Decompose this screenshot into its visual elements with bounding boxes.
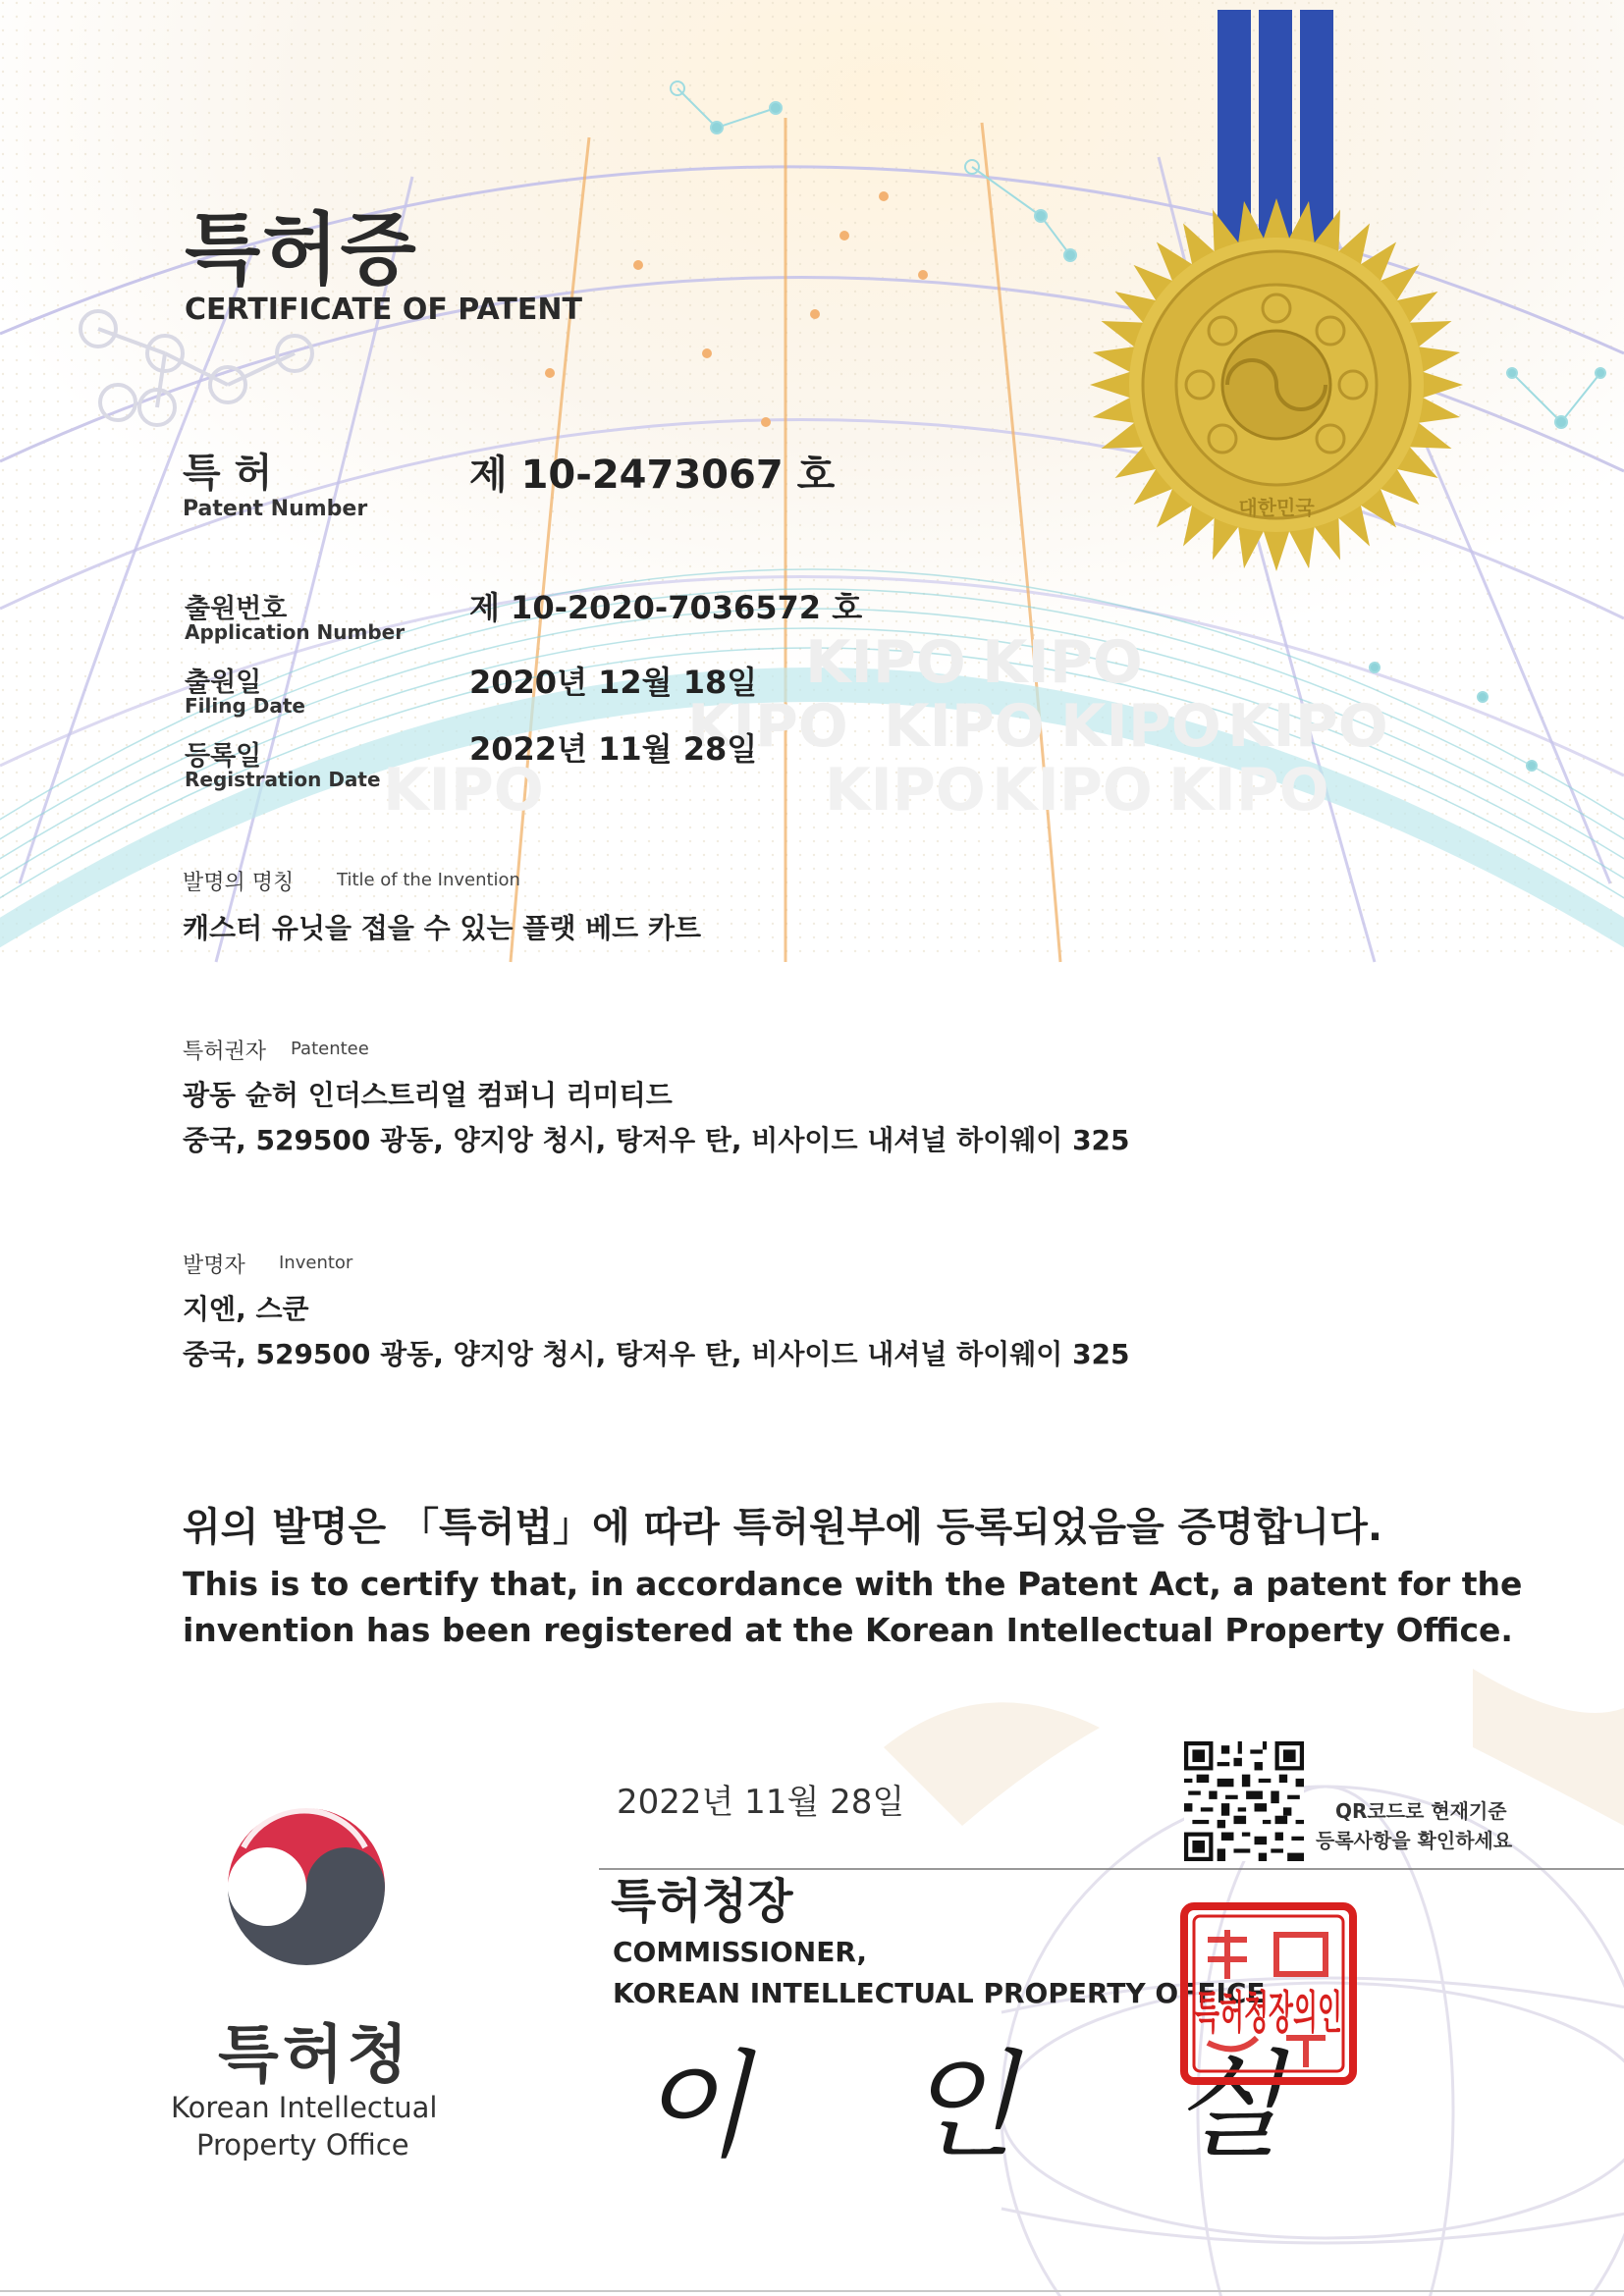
watermark-text: KIPO [1060, 692, 1221, 761]
patent-label-en: Patent Number [183, 497, 368, 521]
gold-medal-seal [1070, 0, 1502, 589]
patentee-label-en: Patentee [291, 1039, 369, 1059]
certification-kr: 위의 발명은 「특허법」에 따라 특허원부에 등록되었음을 증명합니다. [183, 1505, 1383, 1550]
seal-lettering: 특허청장의인 [1195, 1986, 1342, 2039]
registration-date-value: 2022년 11월 28일 [469, 730, 758, 768]
office-name-en-line1: Korean Intellectual [171, 2091, 438, 2124]
invention-label-en: Title of the Invention [337, 870, 520, 890]
registration-label-kr: 등록일 [185, 741, 262, 772]
watermark-text: KIPO [805, 628, 966, 697]
watermark-text: KIPO [1168, 756, 1329, 825]
office-name-en-line2: Property Office [196, 2128, 409, 2162]
qr-note-line2: 등록사항을 확인하세요 [1316, 1829, 1513, 1852]
filing-label-kr: 출원일 [185, 667, 262, 698]
filing-date-value: 2020년 12월 18일 [469, 664, 758, 701]
office-name-kr: 특허청 [218, 2019, 412, 2092]
watermark-text: KIPO [825, 756, 986, 825]
watermark-text: KIPO [687, 692, 848, 761]
certification-en-line2: invention has been registered at the Korean Intellectual Property Office. [183, 1611, 1513, 1649]
patentee-label-kr: 특허권자 [183, 1040, 267, 1064]
qr-note-line1: QR코드로 현재기준 [1335, 1799, 1507, 1823]
inventor-name: 지엔, 스쿤 [183, 1293, 309, 1325]
application-number-value: 제 10-2020-7036572 호 [469, 589, 863, 626]
patentee-name: 광동 슌허 인더스트리얼 컴퍼니 리미티드 [183, 1079, 673, 1111]
invention-title-value: 캐스터 유닛을 접을 수 있는 플랫 베드 카트 [183, 912, 702, 944]
commissioner-title-en-line1: COMMISSIONER, [613, 1936, 868, 1968]
certificate-title-en: CERTIFICATE OF PATENT [185, 293, 582, 327]
patent-label-kr: 특 허 [183, 451, 273, 496]
certificate-title-kr: 특허증 [185, 204, 418, 295]
filing-label-en: Filing Date [185, 694, 305, 718]
application-label-kr: 출원번호 [185, 594, 288, 624]
taegeuk-logo-icon [208, 1789, 405, 1985]
inventor-label-en: Inventor [279, 1253, 353, 1273]
watermark-text: KIPO [383, 756, 544, 825]
patentee-address: 중국, 529500 광동, 양지앙 청시, 탕저우 탄, 비사이드 내셔널 하이웨이 325 [183, 1124, 1130, 1156]
qr-code[interactable] [1184, 1741, 1304, 1861]
commissioner-title-en-line2: KOREAN INTELLECTUAL PROPERTY OFFICE [613, 1977, 1266, 2009]
invention-label-kr: 발명의 명칭 [183, 871, 295, 895]
commissioner-signature: 이 인 실 [638, 2038, 1342, 2173]
registration-label-en: Registration Date [185, 768, 381, 791]
patent-number-value: 제 10-2473067 호 [469, 453, 836, 498]
watermark-text: KIPO [1227, 692, 1388, 761]
watermark-text: KIPO [884, 692, 1045, 761]
inventor-label-kr: 발명자 [183, 1254, 245, 1278]
inventor-address: 중국, 529500 광동, 양지앙 청시, 탕저우 탄, 비사이드 내셔널 하이웨이 325 [183, 1338, 1130, 1370]
official-red-seal [1178, 1900, 1359, 2087]
certification-en-line1: This is to certify that, in accordance with the Patent Act, a patent for the [183, 1565, 1523, 1603]
commissioner-title-kr: 특허청장 [611, 1874, 793, 1929]
watermark-text: KIPO [982, 628, 1143, 697]
application-label-en: Application Number [185, 620, 406, 644]
medal-lettering: 대한민국 [1238, 496, 1315, 519]
issue-date: 2022년 11월 28일 [617, 1783, 905, 1822]
watermark-text: KIPO [992, 756, 1153, 825]
